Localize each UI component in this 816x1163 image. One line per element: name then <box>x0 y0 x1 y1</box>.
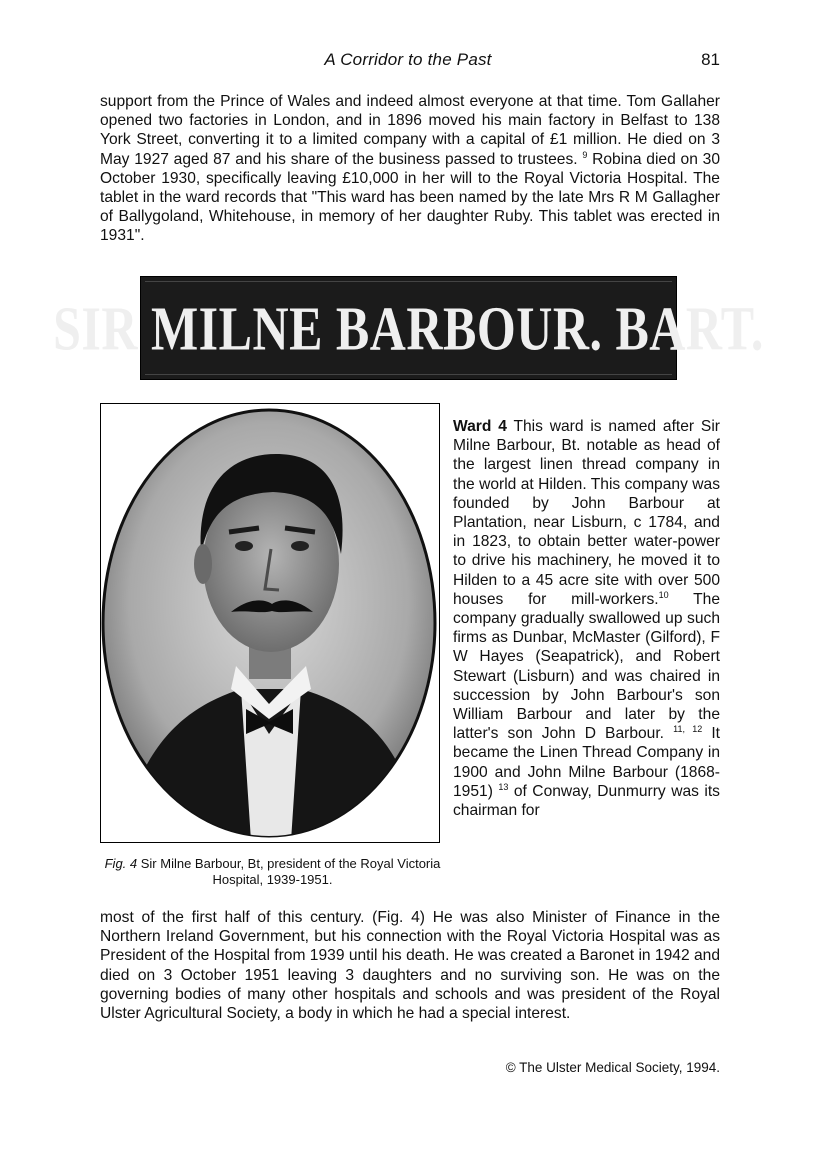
reference-13: 13 <box>498 781 509 792</box>
reference-10: 10 <box>658 589 669 600</box>
intro-text-part2: Robina died on 30 October 1930, specifically leaving £10,000 in her will to the Royal Victoria Hospital. The tablet in the ward records that "This ward has been named by the late Mrs R M Gallagher of Ballygoland, Whitehouse, in memory of her daughter Ruby. This tablet was erected in 1931". <box>100 150 720 245</box>
running-title: A Corridor to the Past <box>324 50 492 69</box>
figure-4-caption <box>100 856 445 888</box>
ward-sign-photo <box>53 276 764 380</box>
ward-4-text-3: It became the Linen Thread Company in 1900 and John Milne Barbour (1868-1951) <box>453 725 720 800</box>
ward-4-heading: Ward 4 <box>453 418 507 435</box>
figure-caption-text: Sir Milne Barbour, Bt, president of the Royal Victoria Hospital, 1939-1951. <box>137 856 441 887</box>
intro-text-part1: support from the Prince of Wales and indeed almost everyone at that time. Tom Gallaher opened two factories in London, and in 1896 moved his main factory in Belfast to 138 York Street, converting it to a limited company with a capital of £1 million. He died on 3 May 1927 aged 87 and his share of the business passed to trustees. <box>100 93 720 168</box>
ward-4-text-4: of Conway, Dunmurry was its chairman for <box>453 782 720 820</box>
ward-4-text-2: The company gradually swallowed up such firms as Dunbar, McMaster (Gilford), F W Hayes (Seapatrick), and Robert Stewart (Lisburn) and was chaired in succession by John Barbour's son William Barbour and later by the latter's son John D Barbour. <box>453 590 721 743</box>
copyright-footer: © The Ulster Medical Society, 1994. <box>505 1060 720 1075</box>
figure-label: Fig. 4 <box>104 856 138 871</box>
intro-paragraph <box>100 92 720 246</box>
ward-sign-text: SIR MILNE BARBOUR. BART. <box>53 293 764 363</box>
outro-paragraph: most of the first half of this century. (Fig. 4) He was also Minister of Finance in the Northern Ireland Government, but his connection with the Royal Victoria Hospital was as President of the Hospital from 1939 until his death. He was created a Baronet in 1942 and died on 3 October 1951 leaving 3 daughters and no surviving son. He was on the governing bodies of many other hospitals and schools and was president of the Royal Ulster Agricultural Society, a body in which he had a special interest. <box>100 909 720 1023</box>
portrait-photo <box>101 404 438 841</box>
reference-9: 9 <box>582 149 588 160</box>
ward-4-text-1: This ward is named after Sir Milne Barbour, Bt. notable as head of the largest linen thread company in the world at Hilden. This company was founded by John Barbour at Plantation, near Lisburn, c 1784, and in 1823, to obtain better water-power to drive his machinery, he moved it to Hilden to a 45 acre site with over 500 houses for mill-workers. <box>453 418 720 608</box>
figure-4-frame <box>100 403 440 843</box>
page-number: 81 <box>701 50 720 69</box>
ward-4-paragraph <box>453 417 720 820</box>
reference-11-12: 11, 12 <box>673 724 703 735</box>
running-header <box>0 50 816 72</box>
